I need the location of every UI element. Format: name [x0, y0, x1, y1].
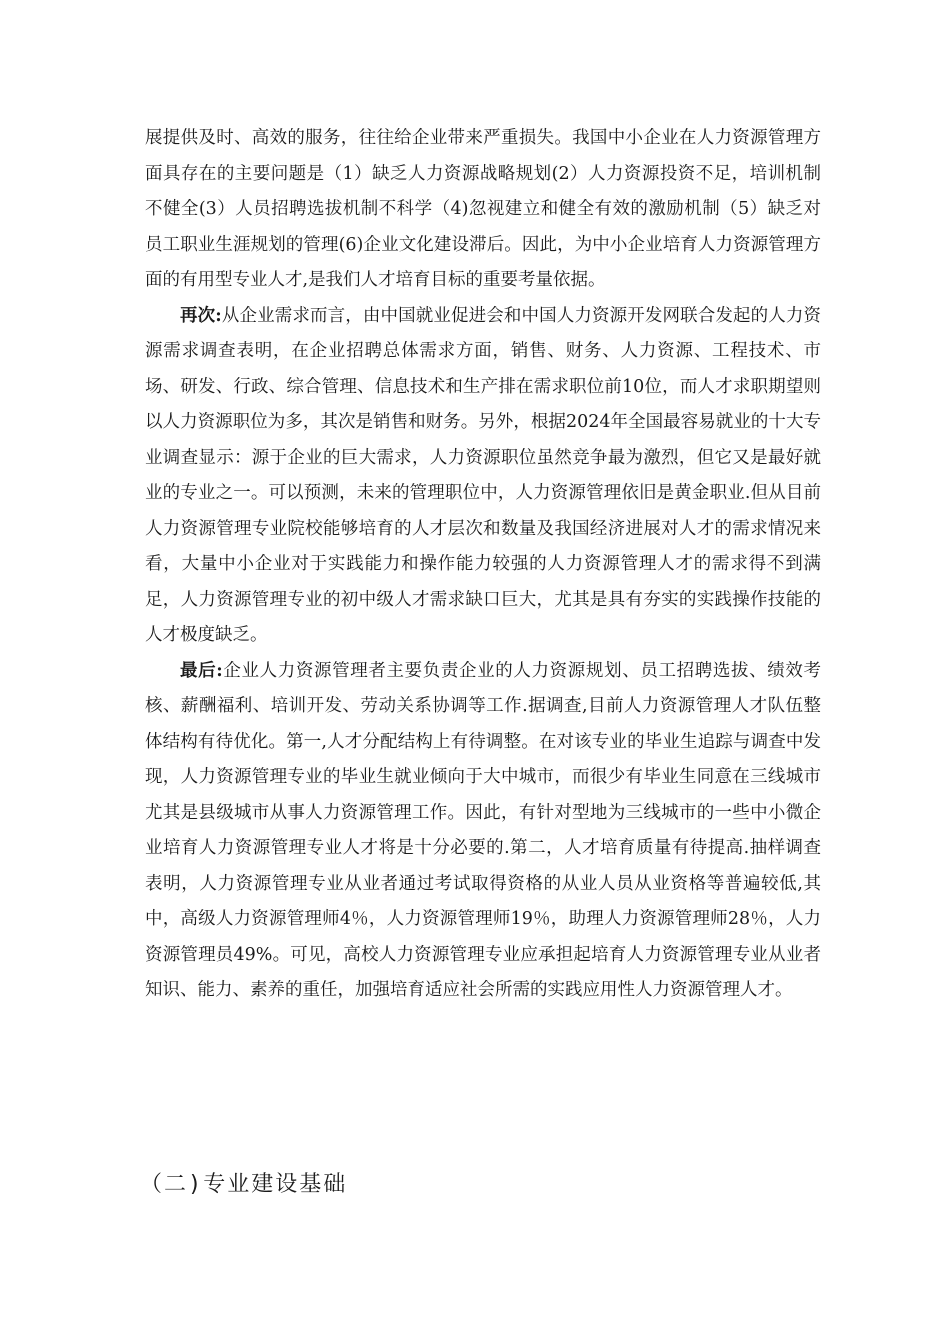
body-text	[145, 121, 821, 1009]
paragraph-text: 从企业需求而言，由中国就业促进会和中国人力资源开发网联合发起的人力资源需求调查表明，在企业招聘总体需求方面，销售、财务、人力资源、工程技术、市场、研发、行政、综合管理、信息技术和生产排在需求职位前10位，而人才求职期望则以人力资源职位为多，其次是销售和财务。另外，根据2024年全国最容易就业的十大专业调查显示：源于企业的巨大需求，人力资源职位虽然竞争最为激烈，但它又是最好就业的专业之一。可以预测，未来的管理职位中，人力资源管理依旧是黄金职业.但从目前人力资源管理专业院校能够培育的人才层次和数量及我国经济进展对人才的需求情况来看，大量中小企业对于实践能力和操作能力较强的人力资源管理人才的需求得不到满足，人力资源管理专业的初中级人才需求缺口巨大，尤其是具有夯实的实践操作技能的人才极度缺乏。	[145, 305, 821, 645]
paragraph-text: 企业人力资源管理者主要负责企业的人力资源规划、员工招聘选拔、绩效考核、薪酬福利、培训开发、劳动关系协调等工作.据调查,目前人力资源管理人才队伍整体结构有待优化。第一,人才分配结构上有待调整。在对该专业的毕业生追踪与调查中发现，人力资源管理专业的毕业生就业倾向于大中城市，而很少有毕业生同意在三线城市尤其是县级城市从事人力资源管理工作。因此，有针对型地为三线城市的一些中小微企业培育人力资源管理专业人才将是十分必要的.第二，人才培育质量有待提高.抽样调查表明，人力资源管理专业从业者通过考试取得资格的从业人员从业资格等普遍较低,其中，高级人力资源管理师4％，人力资源管理师19％，助理人力资源管理师28％，人力资源管理员49%。可见，高校人力资源管理专业应承担起培育人力资源管理专业从业者知识、能力、素养的重任，加强培育适应社会所需的实践应用性人力资源管理人才。	[145, 660, 821, 1000]
paragraph-continuation	[145, 121, 821, 299]
paragraph-text: 展提供及时、高效的服务，往往给企业带来严重损失。我国中小企业在人力资源管理方面具存在的主要问题是（1）缺乏人力资源战略规划(2）人力资源投资不足，培训机制不健全(3）人员招聘选拔机制不科学（4)忽视建立和健全有效的激励机制（5）缺乏对员工职业生涯规划的管理(6)企业文化建设滞后。因此，为中小企业培育人力资源管理方面的有用型专业人才,是我们人才培育目标的重要考量依据。	[145, 128, 821, 290]
paragraph-lead: 最后:	[180, 660, 223, 681]
section-heading: （二)专业建设基础	[140, 1172, 348, 1197]
paragraph-thirdly	[145, 299, 821, 654]
paragraph-lead: 再次:	[180, 305, 222, 326]
paragraph-finally	[145, 654, 821, 1009]
